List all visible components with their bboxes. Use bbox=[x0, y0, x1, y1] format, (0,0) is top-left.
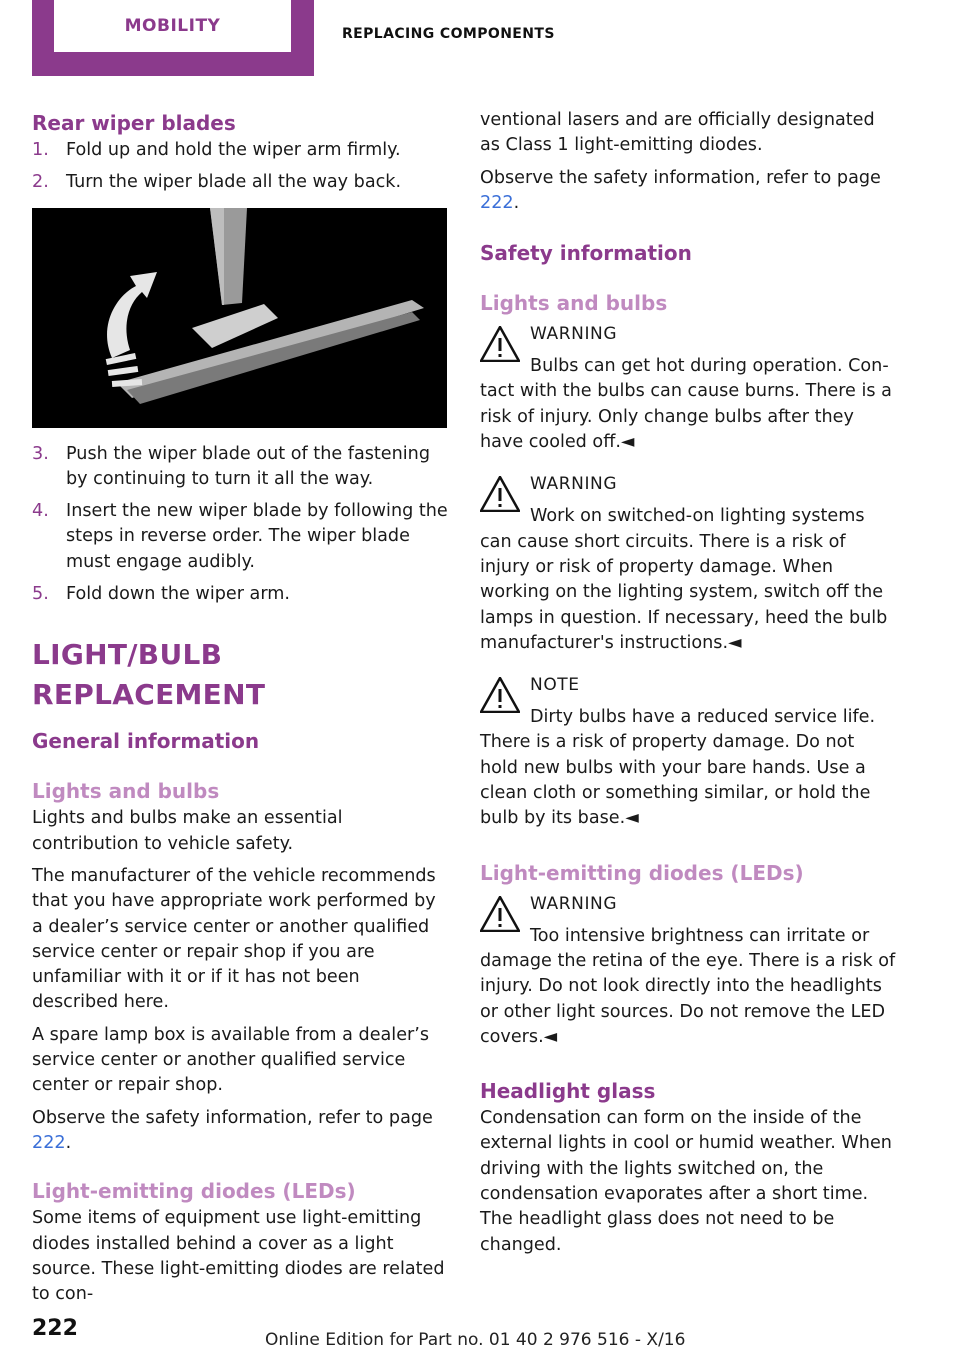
paragraph: Observe the safety information, refer to page 222. bbox=[32, 1107, 433, 1153]
warning-box bbox=[480, 892, 896, 1050]
headlight-glass-heading: Headlight glass bbox=[480, 1079, 656, 1104]
notice-text: Work on switched-on lighting systems bbox=[530, 506, 865, 527]
note-label: NOTE bbox=[530, 675, 580, 696]
warning-triangle-icon bbox=[480, 677, 520, 713]
list-item: 4. Insert the new wiper blade by following the steps in reverse order. The wiper blade must engage audibly. bbox=[32, 501, 448, 572]
paragraph: Condensation can form on the inside of the external lights in cool or humid weather. When driving with the lights switched on, the condensation evaporates after a short time. The headlight glass does not need to be changed. bbox=[480, 1108, 892, 1255]
list-item: 5. Fold down the wiper arm. bbox=[32, 584, 290, 605]
warning-label: WARNING bbox=[530, 474, 618, 495]
lights-bulbs-heading: Lights and bulbs bbox=[32, 779, 220, 804]
light-bulb-replacement-heading: LIGHT/BULB REPLACEMENT bbox=[32, 638, 266, 712]
left-column bbox=[32, 108, 448, 1314]
warning-triangle-icon bbox=[480, 896, 520, 932]
notice-text: damage the retina of the eye. There is a risk of injury. Do not look directly into the headlights or other light sources. Do not remove the LED covers.◄ bbox=[480, 950, 896, 1047]
right-column bbox=[480, 108, 896, 1265]
note-box bbox=[480, 673, 896, 831]
paragraph: The manufacturer of the vehicle recommends that you have appropriate work performed by a dealer’s service center or another qualified service center or repair shop if you are unfamiliar with it or if it has not been described here. bbox=[32, 865, 436, 1013]
steps-list-b bbox=[32, 442, 448, 608]
general-information-heading: General information bbox=[32, 729, 260, 754]
lights-bulbs-heading: Lights and bulbs bbox=[480, 291, 668, 316]
wiper-blade-illustration bbox=[32, 208, 447, 428]
page-number: 222 bbox=[32, 1316, 78, 1341]
page-link[interactable]: 222 bbox=[32, 1132, 66, 1153]
list-item: 1. Fold up and hold the wiper arm firmly. bbox=[32, 140, 401, 160]
led-heading: Light-emitting diodes (LEDs) bbox=[32, 1179, 356, 1204]
paragraph: Observe the safety information, refer to page 222. bbox=[480, 167, 881, 213]
notice-text: There is a risk of property damage. Do not hold new bulbs with your bare hands. Use a clean cloth or something similar, or hold the bulb by its base.◄ bbox=[480, 732, 871, 829]
warning-triangle-icon bbox=[480, 476, 520, 512]
chapter-tab bbox=[32, 0, 314, 76]
paragraph: Some items of equipment use light-emitting diodes installed behind a cover as a light source. These light-emitting diodes are related to con- bbox=[32, 1208, 445, 1305]
notice-text: tact with the bulbs can cause burns. There is a risk of injury. Only change bulbs after they have cooled off.◄ bbox=[480, 381, 892, 453]
edition-footer: Online Edition for Part no. 01 40 2 976 516 - X/16 bbox=[265, 1330, 686, 1350]
page-link[interactable]: 222 bbox=[480, 192, 514, 213]
section-title: REPLACING COMPONENTS bbox=[342, 26, 555, 42]
list-item: 2. Turn the wiper blade all the way back. bbox=[32, 172, 402, 193]
safety-information-heading: Safety information bbox=[480, 241, 692, 266]
notice-text: Too intensive brightness can irritate or bbox=[530, 925, 870, 946]
steps-list-a bbox=[32, 138, 448, 196]
notice-text: Dirty bulbs have a reduced service life. bbox=[530, 707, 876, 728]
warning-box bbox=[480, 322, 896, 455]
rear-wiper-heading: Rear wiper blades bbox=[32, 111, 236, 135]
warning-label: WARNING bbox=[530, 893, 618, 914]
paragraph: A spare lamp box is available from a dealer’s service center or another qualified service center or repair shop. bbox=[32, 1024, 430, 1096]
warning-label: WARNING bbox=[530, 324, 618, 345]
notice-text: Bulbs can get hot during operation. Con- bbox=[530, 356, 889, 377]
led-heading: Light-emitting diodes (LEDs) bbox=[480, 860, 804, 885]
paragraph: Lights and bulbs make an essential contribution to vehicle safety. bbox=[32, 808, 343, 854]
warning-box bbox=[480, 472, 896, 656]
list-item: 3. Push the wiper blade out of the fastening by continuing to turn it all the way. bbox=[32, 443, 430, 489]
chapter-tab-label: MOBILITY bbox=[54, 0, 291, 52]
warning-triangle-icon bbox=[480, 326, 520, 362]
notice-text: can cause short circuits. There is a risk of injury or risk of property damage. When working on the lighting system, switch off the lamps in question. If necessary, heed the bulb manufacturer's instructions.◄ bbox=[480, 531, 888, 653]
paragraph: ventional lasers and are officially designated as Class 1 light-emitting diodes. bbox=[480, 110, 875, 156]
